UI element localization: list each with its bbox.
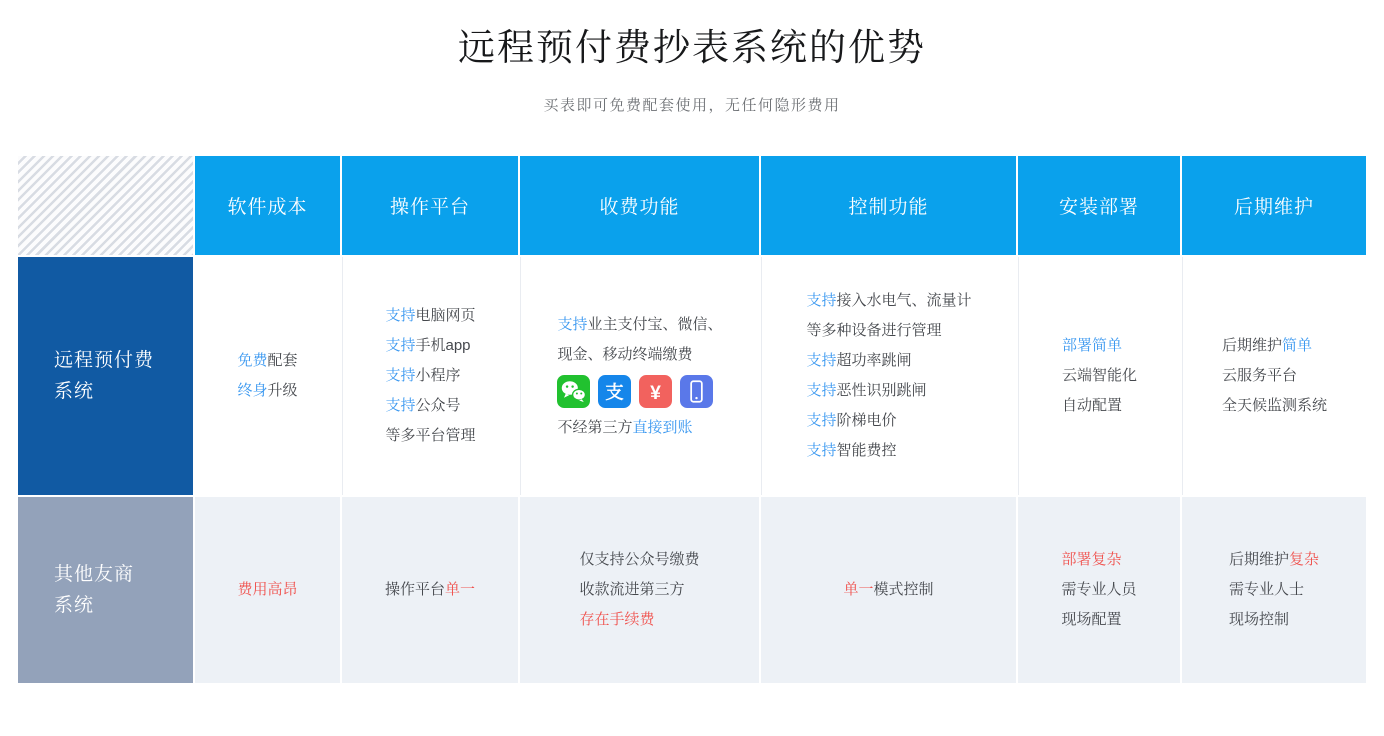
yuan-icon bbox=[639, 375, 672, 408]
text-segment: 现场控制 bbox=[1228, 611, 1289, 628]
cell-line bbox=[806, 346, 971, 376]
cell-line bbox=[1229, 605, 1319, 635]
page bbox=[0, 26, 1384, 683]
text-segment: 复杂 bbox=[1289, 551, 1320, 568]
cell-line bbox=[1061, 575, 1136, 605]
text-segment: 小程序 bbox=[415, 367, 461, 384]
col-header-charging-function: 收费功能 bbox=[520, 156, 759, 255]
cell-line bbox=[1062, 331, 1137, 361]
cell-competitor-installation-deployment bbox=[1018, 497, 1180, 683]
text-segment: 超功率跳闸 bbox=[836, 352, 912, 369]
cell-line bbox=[806, 376, 971, 406]
text-segment: 现场配置 bbox=[1061, 611, 1122, 628]
cell-line bbox=[385, 421, 475, 451]
text-segment: 自动配置 bbox=[1061, 397, 1122, 414]
text-segment: 现金、移动终端缴费 bbox=[557, 345, 693, 363]
cell-line bbox=[579, 605, 699, 635]
text-segment: 支持 bbox=[806, 292, 837, 309]
cell-content bbox=[843, 575, 933, 605]
text-segment: 简单 bbox=[1282, 337, 1313, 354]
text-segment: 后期维护 bbox=[1221, 337, 1282, 354]
corner-cell bbox=[18, 156, 193, 255]
text-segment: 收款流进第三方 bbox=[579, 581, 685, 598]
cell-line bbox=[557, 413, 722, 443]
cell-line bbox=[385, 361, 475, 391]
text-segment: 业主支付宝、微信、 bbox=[587, 315, 723, 333]
cell-line bbox=[557, 340, 722, 370]
cell-line bbox=[557, 310, 722, 340]
text-segment: 模式控制 bbox=[873, 581, 934, 598]
col-header-software-cost: 软件成本 bbox=[195, 156, 340, 255]
cell-remote-software-cost bbox=[195, 257, 340, 495]
cell-content bbox=[1229, 545, 1319, 635]
row-label-line: 远程预付费 bbox=[54, 350, 155, 371]
cell-line bbox=[557, 375, 722, 408]
text-segment: 支持 bbox=[385, 337, 416, 354]
text-segment: 支持 bbox=[806, 442, 837, 459]
text-segment: 接入水电气、流量计 bbox=[836, 292, 972, 309]
row-label-competitor-system bbox=[18, 497, 193, 683]
text-segment: 不经第三方 bbox=[557, 418, 633, 436]
cell-content bbox=[557, 310, 722, 443]
cell-line bbox=[385, 301, 475, 331]
text-segment: 支持 bbox=[806, 412, 837, 429]
cell-line bbox=[237, 376, 297, 406]
text-segment: 云端智能化 bbox=[1061, 367, 1137, 384]
cell-line bbox=[1062, 391, 1137, 421]
text-segment: 直接到账 bbox=[632, 418, 693, 436]
cell-line bbox=[1222, 391, 1327, 421]
cell-line bbox=[237, 575, 297, 605]
cell-line bbox=[579, 575, 699, 605]
cell-content bbox=[806, 286, 971, 466]
cell-content bbox=[1222, 331, 1327, 421]
cell-remote-operation-platform bbox=[342, 257, 518, 495]
text-segment: 后期维护 bbox=[1228, 551, 1289, 568]
text-segment: 费用高昂 bbox=[237, 581, 298, 598]
text-segment: 需专业人员 bbox=[1061, 581, 1137, 598]
phone-icon bbox=[680, 375, 713, 408]
cell-competitor-charging-function bbox=[520, 497, 759, 683]
cell-line bbox=[1062, 361, 1137, 391]
cell-line bbox=[1061, 605, 1136, 635]
cell-competitor-later-maintenance bbox=[1182, 497, 1366, 683]
text-segment: 支持 bbox=[806, 382, 837, 399]
cell-line bbox=[806, 436, 971, 466]
text-segment: 支持 bbox=[385, 307, 416, 324]
cell-line bbox=[385, 391, 475, 421]
cell-content bbox=[579, 545, 699, 635]
cell-content bbox=[237, 575, 297, 605]
col-header-operation-platform: 操作平台 bbox=[342, 156, 518, 255]
text-segment: 单一 bbox=[445, 581, 476, 598]
cell-line bbox=[806, 286, 971, 316]
cell-remote-control-function bbox=[761, 257, 1016, 495]
cell-line bbox=[1222, 331, 1327, 361]
text-segment: 部署复杂 bbox=[1061, 551, 1122, 568]
cell-line bbox=[385, 331, 475, 361]
page-title: 远程预付费抄表系统的优势 bbox=[458, 27, 926, 68]
text-segment: 恶性识别跳闸 bbox=[836, 382, 927, 399]
text-segment: 终身 bbox=[237, 382, 268, 399]
text-segment: 免费 bbox=[237, 352, 268, 369]
alipay-icon bbox=[598, 375, 631, 408]
cell-content bbox=[385, 301, 475, 451]
row-label-line: 其他友商 bbox=[54, 564, 135, 585]
cell-line bbox=[1222, 361, 1327, 391]
col-header-installation-deployment: 安装部署 bbox=[1018, 156, 1180, 255]
text-segment: 等多种设备进行管理 bbox=[806, 322, 942, 339]
text-segment: 配套 bbox=[267, 352, 298, 369]
cell-line bbox=[843, 575, 933, 605]
cell-line bbox=[1061, 545, 1136, 575]
cell-line bbox=[237, 346, 297, 376]
text-segment: 单一 bbox=[843, 581, 874, 598]
text-segment: 支持 bbox=[806, 352, 837, 369]
svg-text:支: 支 bbox=[605, 380, 625, 402]
cell-line bbox=[806, 316, 971, 346]
cell-line bbox=[579, 545, 699, 575]
text-segment: 支持 bbox=[385, 367, 416, 384]
text-segment: 支持 bbox=[557, 315, 588, 333]
cell-content bbox=[1062, 331, 1137, 421]
row-label-remote-prepaid-system bbox=[18, 257, 193, 495]
wechat-icon bbox=[557, 375, 590, 408]
cell-content bbox=[237, 346, 297, 406]
row-label-line: 系统 bbox=[54, 381, 95, 402]
text-segment: 电脑网页 bbox=[415, 307, 476, 324]
col-header-later-maintenance: 后期维护 bbox=[1182, 156, 1366, 255]
cell-line bbox=[1229, 545, 1319, 575]
text-segment: 存在手续费 bbox=[579, 611, 655, 628]
cell-remote-charging-function bbox=[520, 257, 759, 495]
text-segment: 升级 bbox=[267, 382, 298, 399]
text-segment: 需专业人士 bbox=[1228, 581, 1304, 598]
col-header-control-function: 控制功能 bbox=[761, 156, 1016, 255]
text-segment: 全天候监测系统 bbox=[1221, 397, 1327, 414]
row-label-line: 系统 bbox=[54, 595, 95, 616]
page-subtitle: 买表即可免费配套使用，无任何隐形费用 bbox=[543, 97, 841, 114]
cell-remote-later-maintenance bbox=[1182, 257, 1366, 495]
text-segment: 等多平台管理 bbox=[385, 427, 476, 444]
text-segment: 智能费控 bbox=[836, 442, 897, 459]
cell-content bbox=[1061, 545, 1136, 635]
text-segment: 部署简单 bbox=[1061, 337, 1122, 354]
cell-remote-installation-deployment bbox=[1018, 257, 1180, 495]
text-segment: 仅支持公众号缴费 bbox=[579, 551, 700, 568]
comparison-table bbox=[18, 156, 1366, 683]
svg-text:¥: ¥ bbox=[650, 381, 662, 404]
cell-content bbox=[385, 575, 475, 605]
cell-competitor-control-function bbox=[761, 497, 1016, 683]
cell-line bbox=[806, 406, 971, 436]
cell-line bbox=[1229, 575, 1319, 605]
text-segment: 操作平台 bbox=[384, 581, 445, 598]
text-segment: 公众号 bbox=[415, 397, 461, 414]
text-segment: 云服务平台 bbox=[1221, 367, 1297, 384]
cell-competitor-operation-platform bbox=[342, 497, 518, 683]
text-segment: 阶梯电价 bbox=[836, 412, 897, 429]
text-segment: 支持 bbox=[385, 397, 416, 414]
text-segment: 手机app bbox=[415, 337, 471, 354]
cell-line bbox=[385, 575, 475, 605]
cell-competitor-software-cost bbox=[195, 497, 340, 683]
